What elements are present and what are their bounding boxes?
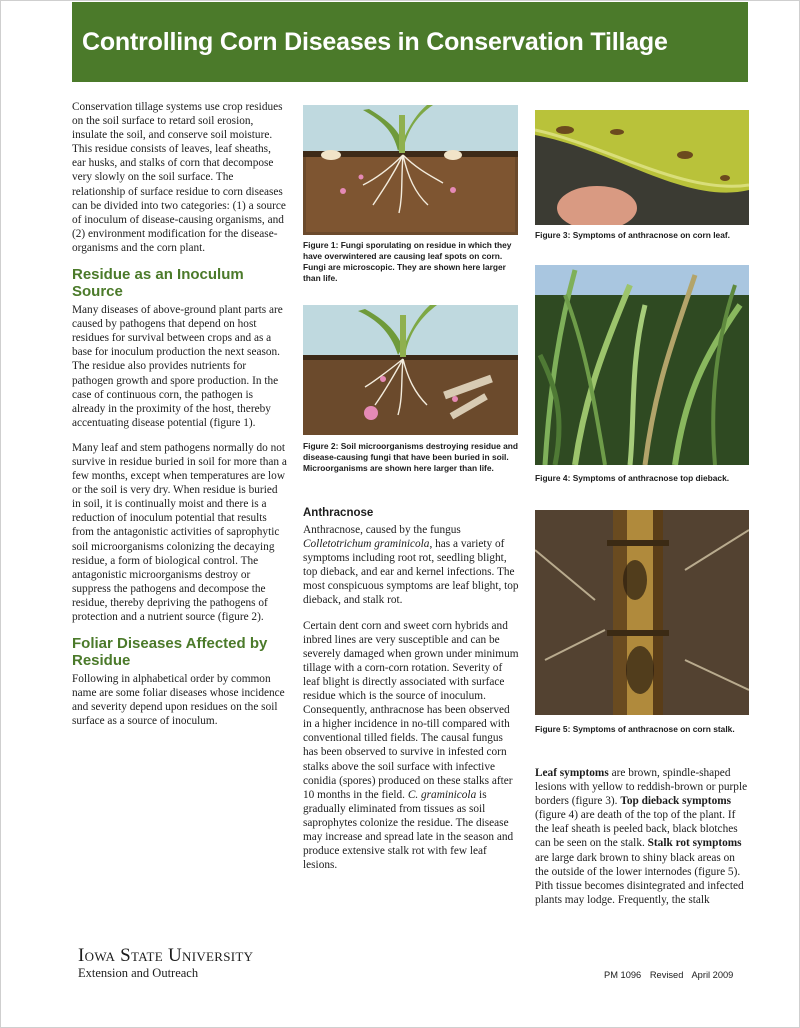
- column-3-text: [535, 766, 749, 918]
- figure-1-illustration: [303, 105, 518, 235]
- figure-5-photo: [535, 510, 749, 715]
- figure-3-caption: Figure 3: Symptoms of anthracnose on corn leaf.: [535, 230, 730, 240]
- figure-3-photo: [535, 110, 749, 225]
- heading-foliar-diseases: Foliar Diseases Affected by Residue: [72, 635, 268, 670]
- residue-paragraph-2: Many leaf and stem pathogens normally do not survive in residue buried in soil for more than a few months, except when temperatures are low or the soil is very dry. When residue is buried in soil, it is continually moist and there is a reduction of inoculum potential that results from the antagonistic activities of saprophytic soil microorganisms colonizing the decaying residue, a form of biological control. The antagonistic microorganisms destroy or suppress the pathogens and decompose the residue, thereby depriving the pathogens of protection and a nutrient source (figure 2).: [72, 441, 287, 623]
- revised-date: April 2009: [691, 970, 734, 980]
- university-name: Iowa State University: [78, 945, 254, 966]
- column-2-text: [303, 506, 520, 883]
- figure-5-caption: Figure 5: Symptoms of anthracnose on corn stalk.: [535, 724, 735, 734]
- figure-1-caption: Figure 1: Fungi sporulating on residue in which they have overwintered are causing leaf spots on corn. Fungi are microscopic. They are shown here larger than life.: [303, 240, 512, 283]
- publication-number: PM 1096: [604, 970, 642, 980]
- figure-4-caption: Figure 4: Symptoms of anthracnose top dieback.: [535, 473, 730, 483]
- heading-anthracnose: Anthracnose: [303, 507, 374, 519]
- isu-logo: [78, 945, 253, 981]
- heading-residue-inoculum: Residue as an Inoculum Source: [72, 266, 244, 301]
- publication-info: [604, 970, 739, 980]
- revised-label: Revised: [649, 970, 684, 980]
- foliar-paragraph: Following in alphabetical order by common name are some foliar diseases whose incidence and severity depend upon residues on the soil surface as a source of inoculum.: [72, 673, 285, 728]
- figure-4-photo: [535, 265, 749, 465]
- figure-2-caption: Figure 2: Soil microorganisms destroying residue and disease-causing fungi that have been buried in soil. Microorganisms are shown here larger than life.: [303, 441, 519, 473]
- column-1: [72, 100, 287, 739]
- anthracnose-paragraph-1: Anthracnose, caused by the fungus Colletotrichum graminicola, has a variety of symptoms including root rot, seedling blight, top dieback, and ear and kernel infections. The most conspicuous symptoms are leaf blight, top dieback, and stalk rot.: [303, 524, 519, 607]
- residue-paragraph-1: Many diseases of above-ground plant parts are caused by pathogens that depend on host residues for survival between crops and as a base for inoculum production the next season. The residue also provides nutrients for pathogen growth and spore production. In the case of continuous corn, the pathogen is already in the proximity of the host, thereby accentuating disease potential (figure 1).: [72, 304, 283, 429]
- figure-2-illustration: [303, 305, 518, 435]
- symptoms-paragraph: Leaf symptoms are brown, spindle-shaped lesions with yellow to reddish-brown or purple borders (figure 3). Top dieback symptoms (figure 4) are death of the top of the plant. If the leaf sheath is peeled back, black blotches can be seen on the stalk. Stalk rot symptoms are large dark brown to shiny black areas on the outside of the lower internodes (figure 5). Pith tissue becomes disintegrated and infected plants may lodge. Frequently, the stalk: [535, 767, 748, 906]
- page-title: Controlling Corn Diseases in Conservation Tillage: [72, 2, 748, 82]
- extension-name: Extension and Outreach: [78, 966, 199, 980]
- intro-paragraph: Conservation tillage systems use crop residues on the soil surface to retard soil erosion, insulate the soil, and conserve soil moisture. This residue consists of leaves, leaf sheaths, ear husks, and stalks of corn that decompose very slowly on the soil surface. The relationship of surface residue to corn diseases can be divided into two categories: (1) a source of inoculum of disease-causing organisms, and (2) environment modification for the disease-organisms and the corn plant.: [72, 101, 286, 254]
- anthracnose-paragraph-2: Certain dent corn and sweet corn hybrids and inbred lines are very susceptible and can be severely damaged when grown under minimum tillage with a corn-corn rotation. Severity of leaf blight is directly associated with surface residue which is the source of inoculum. Consequently, anthracnose has been observed in a higher incidence in no-till compared with conventional tilled fields. The causal fungus has been observed to survive in infested corn stalks above the soil surface with infective conidia (spores) produced on these stalks after 10 months in the field. C. graminicola is gradually eliminated from tissues as soil saprophytes colonize the residue. The disease may increase and spread late in the season and produce extensive stalk rot with few leaf lesions.: [303, 619, 519, 872]
